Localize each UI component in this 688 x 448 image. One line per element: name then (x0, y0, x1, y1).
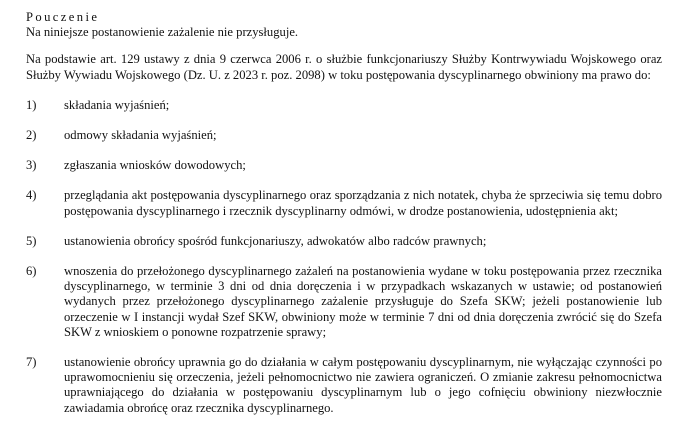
item-text: wnoszenia do przełożonego dyscyplinarnego zażaleń na postanowienia wydane w toku postępowania przez rzecznika dyscyplinarnego, w terminie 3 dni od dnia doręczenia i w przypadkach wskazanych w ustawie; od postanowień wydanych przez przełożonego dyscyplinarnego zażalenie przysługuje do Szefa SKW; jeżeli postanowienie lub orzeczenie w I instancji wydał Szef SKW, obwiniony może w terminie 7 dni od dnia doręczenia zwrócić się do Szefa SKW z wnioskiem o ponowne rozpatrzenie sprawy; (64, 264, 662, 339)
item-number: 2) (26, 128, 37, 143)
list-item (26, 188, 662, 218)
list-item (26, 158, 662, 173)
rights-list (26, 98, 662, 416)
item-text: odmowy składania wyjaśnień; (64, 128, 217, 143)
item-number: 4) (26, 188, 37, 203)
item-number: 3) (26, 158, 37, 173)
item-text: ustanowienia obrońcy spośród funkcjonariuszy, adwokatów albo radców prawnych; (64, 233, 487, 248)
item-text: ustanowienie obrońcy uprawnia go do działania w całym postępowaniu dyscyplinarnym, nie wyłączając czynności po uprawomocnieniu się orzeczenia, jeżeli pełnomocnictwo nie zawiera ograniczeń. O zmianie zakresu pełnomocnictwa uprawniającego do działania w postępowaniu dyscyplinarnym lub o jego cofnięciu obwiniony niezwłocznie zawiadamia obrońcę oraz rzecznika dyscyplinarnego. (64, 355, 662, 415)
item-number: 1) (26, 97, 37, 112)
list-item (26, 98, 662, 113)
item-text: przeglądania akt postępowania dyscyplinarnego oraz sporządzania z nich notatek, chyba że sprzeciwia się temu dobro postępowania dyscyplinarnego i rzecznik dyscyplinarny odmówi, w drodze postanowienia, udostępnienia akt; (64, 188, 662, 218)
appeal-notice: Na niniejsze postanowienie zażalenie nie przysługuje. (26, 25, 299, 40)
item-text: zgłaszania wniosków dowodowych; (64, 158, 246, 173)
document-heading: Pouczenie (26, 10, 100, 24)
list-item (26, 128, 662, 143)
list-item (26, 355, 662, 416)
list-item (26, 264, 662, 340)
intro-paragraph: Na podstawie art. 129 ustawy z dnia 9 czerwca 2006 r. o służbie funkcjonariuszy Służby Kontrwywiadu Wojskowego oraz Służby Wywiadu Wojskowego (Dz. U. z 2023 r. poz. 2098) w toku postępowania dyscyplinarnego obwiniony ma prawo do: (26, 52, 662, 82)
item-number: 6) (26, 264, 37, 279)
item-text: składania wyjaśnień; (64, 97, 170, 112)
item-number: 5) (26, 233, 37, 248)
item-number: 7) (26, 355, 37, 370)
list-item (26, 234, 662, 249)
